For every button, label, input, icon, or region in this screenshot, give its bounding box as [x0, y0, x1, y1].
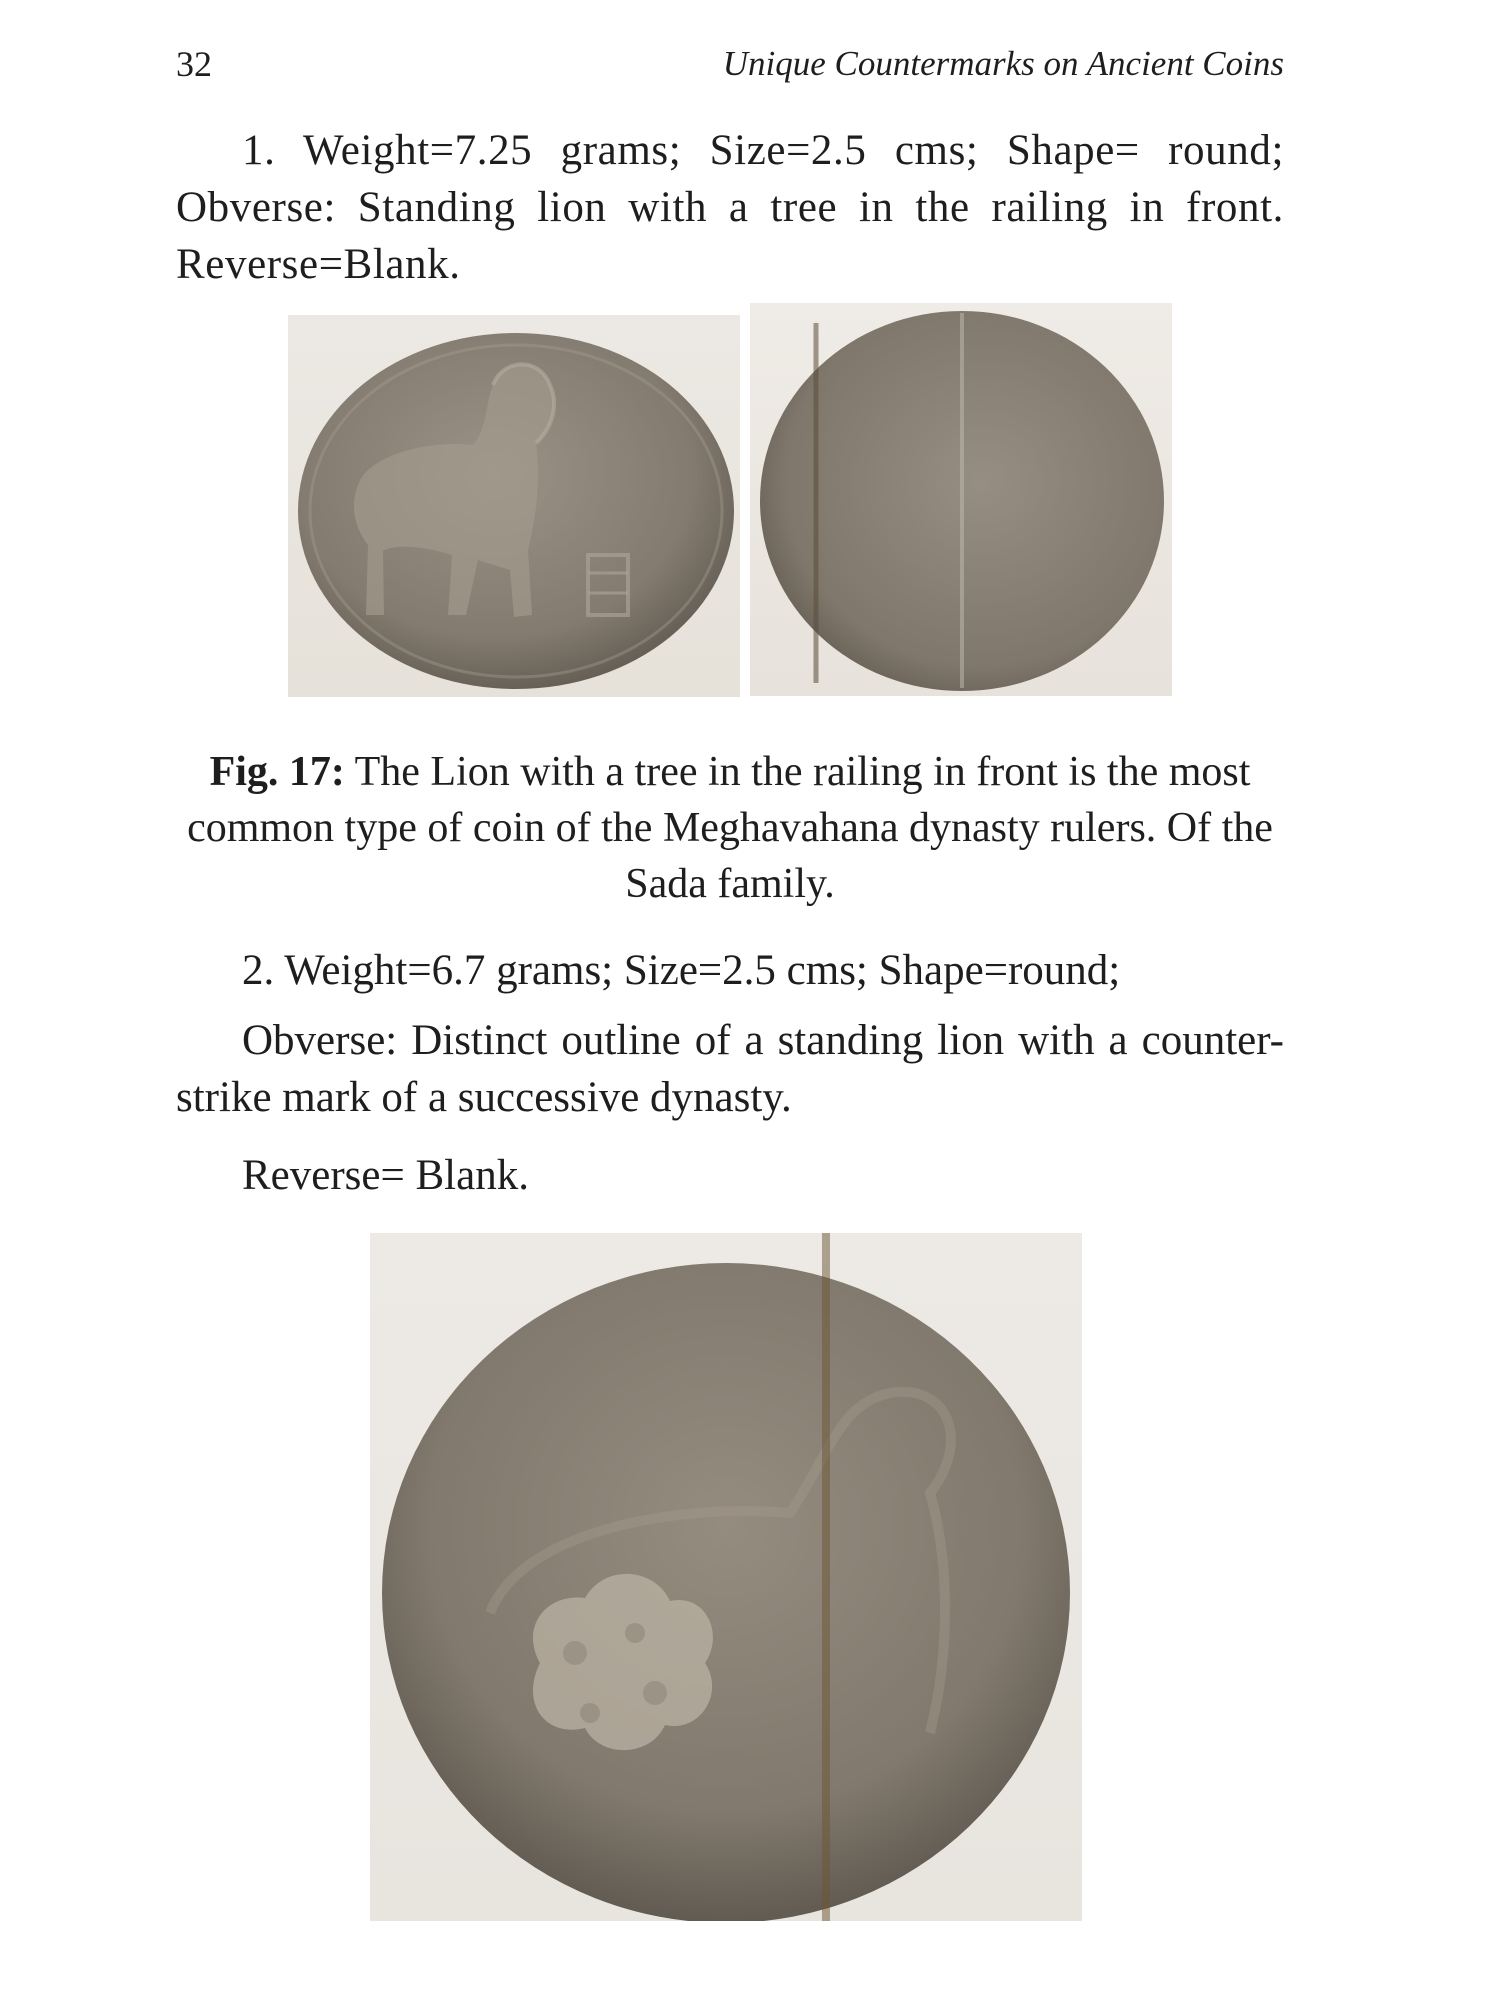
coin2-measurements: 2. Weight=6.7 grams; Size=2.5 cms; Shape=round;	[242, 947, 1121, 994]
figure-17-caption	[176, 744, 1284, 912]
coin2-reverse: Reverse= Blank.	[242, 1152, 529, 1199]
running-head: Unique Countermarks on Ancient Coins	[722, 44, 1284, 83]
coin1-description: 1. Weight=7.25 grams; Size=2.5 cms; Shape= round; Obverse: Standing lion with a tree in the railing in front. Reverse=Blank.	[176, 127, 1284, 288]
figure-caption-text: The Lion with a tree in the railing in front is the most common type of coin of the Meghavahana dynasty rulers. Of the Sada family.	[187, 749, 1273, 907]
coin2-obverse: Obverse: Distinct outline of a standing lion with a counter-strike mark of a successive dynasty.	[176, 1017, 1284, 1121]
coin1-reverse-photo	[750, 303, 1172, 696]
figure-label: Fig. 17:	[209, 749, 345, 795]
coin1-obverse-photo	[288, 315, 740, 697]
page-number: 32	[176, 44, 212, 84]
coin2-countermark-photo	[370, 1233, 1082, 1921]
